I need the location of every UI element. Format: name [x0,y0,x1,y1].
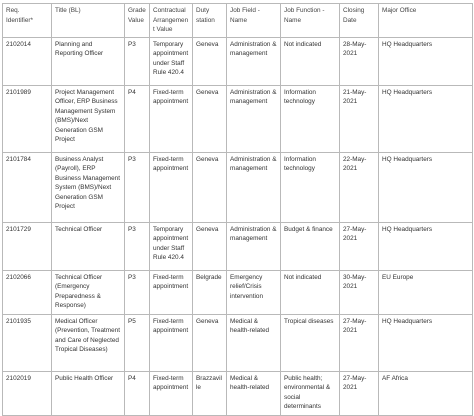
table-row [3,222,473,270]
cell-closing-date: 27-May-2021 [340,314,379,371]
cell-job-function: Information technology [281,85,340,152]
cell-title: Technical Officer [52,222,125,270]
cell-job-field: Administration & management [227,85,281,152]
cell-job-function: Tropical diseases [281,314,340,371]
header-grade-value: Grade Value [125,4,150,38]
table-header-row [3,4,473,38]
cell-arrangement: Temporary appointment under Staff Rule 420.4 [150,222,193,270]
cell-grade: P4 [125,371,150,415]
table-row [3,152,473,222]
header-title: Title (BL) [52,4,125,38]
cell-grade: P4 [125,85,150,152]
cell-job-function: Not indicated [281,37,340,85]
cell-arrangement: Fixed-term appointment [150,314,193,371]
header-duty-station: Duty station [193,4,227,38]
vacancy-table [2,3,473,416]
cell-job-function: Budget & finance [281,222,340,270]
cell-closing-date: 30-May-2021 [340,270,379,314]
cell-duty-station: Belgrade [193,270,227,314]
cell-job-field: Administration & management [227,152,281,222]
cell-arrangement: Fixed-term appointment [150,152,193,222]
cell-req-id: 2102066 [3,270,52,314]
cell-major-office: HQ Headquarters [379,37,473,85]
header-job-function: Job Function - Name [281,4,340,38]
cell-arrangement: Temporary appointment under Staff Rule 420.4 [150,37,193,85]
cell-title: Public Health Officer [52,371,125,415]
header-contractual-arrangement: Contractual Arrangement Value [150,4,193,38]
cell-job-field: Medical & health-related [227,371,281,415]
cell-job-field: Emergency relief/Crisis intervention [227,270,281,314]
cell-major-office: HQ Headquarters [379,152,473,222]
cell-arrangement: Fixed-term appointment [150,85,193,152]
cell-major-office: HQ Headquarters [379,314,473,371]
cell-duty-station: Geneva [193,37,227,85]
cell-title: Project Management Officer, ERP Business Management System (BMS)/Next Generation GSM Project [52,85,125,152]
cell-req-id: 2101784 [3,152,52,222]
header-job-field: Job Field - Name [227,4,281,38]
cell-title: Planning and Reporting Officer [52,37,125,85]
cell-job-function: Information technology [281,152,340,222]
cell-duty-station: Geneva [193,314,227,371]
header-closing-date: Closing Date [340,4,379,38]
vacancy-table-container [2,3,472,416]
cell-major-office: HQ Headquarters [379,222,473,270]
cell-arrangement: Fixed-term appointment [150,270,193,314]
table-row [3,270,473,314]
table-row [3,314,473,371]
cell-job-field: Medical & health-related [227,314,281,371]
cell-duty-station: Geneva [193,85,227,152]
cell-duty-station: Geneva [193,152,227,222]
cell-arrangement: Fixed-term appointment [150,371,193,415]
cell-req-id: 2102019 [3,371,52,415]
cell-job-field: Administration & management [227,222,281,270]
cell-grade: P3 [125,152,150,222]
cell-major-office: AF Africa [379,371,473,415]
cell-grade: P3 [125,270,150,314]
cell-req-id: 2101729 [3,222,52,270]
cell-grade: P3 [125,222,150,270]
cell-duty-station: Geneva [193,222,227,270]
cell-closing-date: 28-May-2021 [340,37,379,85]
cell-req-id: 2101989 [3,85,52,152]
cell-major-office: HQ Headquarters [379,85,473,152]
cell-title: Business Analyst (Payroll), ERP Business Management System (BMS)/Next Generation GSM Project [52,152,125,222]
cell-grade: P3 [125,37,150,85]
cell-closing-date: 27-May-2021 [340,371,379,415]
cell-title: Medical Officer (Prevention, Treatment and Care of Neglected Tropical Diseases) [52,314,125,371]
cell-grade: P5 [125,314,150,371]
cell-closing-date: 21-May-2021 [340,85,379,152]
header-major-office: Major Office [379,4,473,38]
cell-closing-date: 27-May-2021 [340,222,379,270]
cell-job-field: Administration & management [227,37,281,85]
table-row [3,37,473,85]
cell-req-id: 2101935 [3,314,52,371]
cell-duty-station: Brazzaville [193,371,227,415]
table-row [3,85,473,152]
cell-closing-date: 22-May-2021 [340,152,379,222]
header-req-identifier: Req. Identifier* [3,4,52,38]
cell-major-office: EU Europe [379,270,473,314]
cell-req-id: 2102014 [3,37,52,85]
table-row [3,371,473,415]
cell-job-function: Not indicated [281,270,340,314]
cell-title: Technical Officer (Emergency Preparedness & Response) [52,270,125,314]
cell-job-function: Public health; environmental & social determinants [281,371,340,415]
